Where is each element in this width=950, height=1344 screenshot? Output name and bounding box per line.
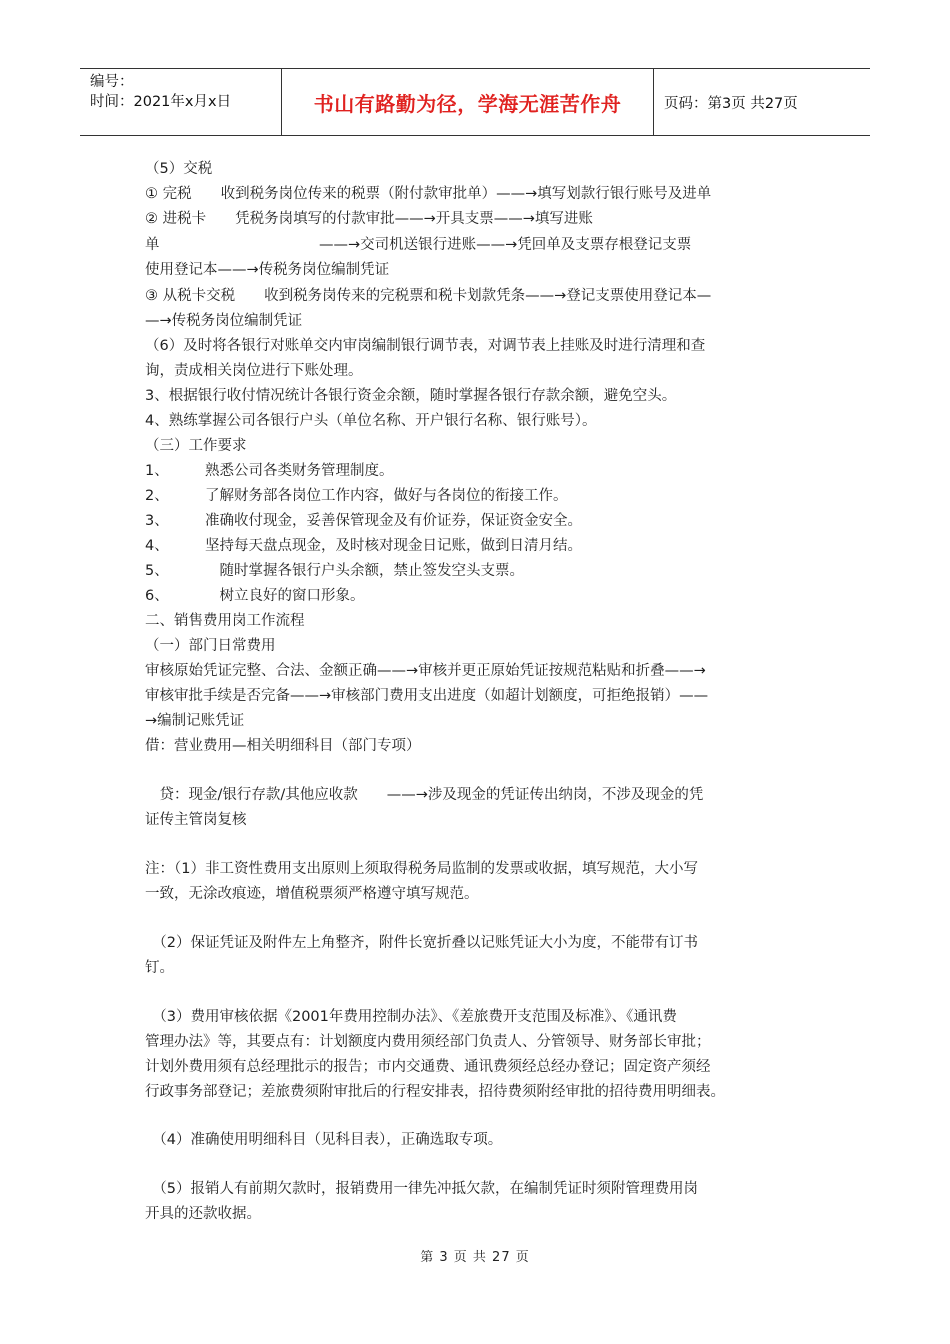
text-line: 二、销售费用岗工作流程 <box>145 613 305 629</box>
text-line: 使用登记本——→传税务岗位编制凭证 <box>145 262 390 278</box>
text-line: （4）准确使用明细科目（见科目表），正确选取专项。 <box>145 1132 503 1148</box>
page-footer: 第 3 页 共 27 页 <box>420 1250 530 1265</box>
text-line: 1、 熟悉公司各类财务管理制度。 <box>145 463 394 479</box>
text-line: ① 完税 收到税务岗位传来的税票（附付款审批单）——→填写划款行银行账号及进单 <box>145 186 712 202</box>
code-label: 编号： <box>90 74 134 90</box>
text-line: （5）报销人有前期欠款时，报销费用一律先冲抵欠款，在编制凭证时须附管理费用岗 <box>145 1181 698 1197</box>
text-line: 3、 准确收付现金，妥善保管现金及有价证券，保证资金安全。 <box>145 513 582 529</box>
text-line: ② 进税卡 凭税务岗填写的付款审批——→开具支票——→填写进账 <box>145 211 593 227</box>
text-line: 4、 坚持每天盘点现金，及时核对现金日记账，做到日清月结。 <box>145 538 582 554</box>
text-line: 单 ——→交司机送银行进账——→凭回单及支票存根登记支票 <box>145 237 692 253</box>
text-line: 3、根据银行收付情况统计各银行资金余额，随时掌握各银行存款余额，避免空头。 <box>145 388 677 404</box>
text-line: →编制记账凭证 <box>145 713 245 729</box>
text-line: 计划外费用须有总经理批示的报告；市内交通费、通讯费须经总经办登记；固定资产须经 <box>145 1059 711 1075</box>
header-motto: 书山有路勤为径，学海无涯苦作舟 <box>282 69 654 135</box>
text-line: 钉。 <box>145 960 174 976</box>
text-line: 4、熟练掌握公司各银行户头（单位名称、开户银行名称、银行账号）。 <box>145 413 597 429</box>
text-line: 审核审批手续是否完备——→审核部门费用支出进度（如超计划额度，可拒绝报销）—— <box>145 688 709 704</box>
date-line: 时间：2021年x月x日 <box>90 94 232 110</box>
page-header <box>80 68 870 136</box>
text-line: 2、 了解财务部各岗位工作内容，做好与各岗位的衔接工作。 <box>145 488 568 504</box>
text-line: （三）工作要求 <box>145 438 247 454</box>
text-line: ③ 从税卡交税 收到税务岗传来的完税票和税卡划款凭条——→登记支票使用登记本— <box>145 288 712 304</box>
text-line: 开具的还款收据。 <box>145 1206 261 1222</box>
text-line: （2）保证凭证及附件左上角整齐，附件长宽折叠以记账凭证大小为度，不能带有订书 <box>145 935 698 951</box>
text-line: 一致，无涂改痕迹，增值税票须严格遵守填写规范。 <box>145 886 479 902</box>
text-line: （5）交税 <box>145 161 213 177</box>
text-line: 询，责成相关岗位进行下账处理。 <box>145 363 363 379</box>
text-line: 注：（1）非工资性费用支出原则上须取得税务局监制的发票或收据，填写规范，大小写 <box>145 861 698 877</box>
text-line: 行政事务部登记；差旅费须附审批后的行程安排表，招待费须附经审批的招待费用明细表。 <box>145 1084 725 1100</box>
header-meta <box>80 69 282 135</box>
text-line: —→传税务岗位编制凭证 <box>145 313 303 329</box>
header-page-info: 页码：第3页 共27页 <box>664 95 798 112</box>
text-line: 管理办法》等，其要点有：计划额度内费用须经部门负责人、分管领导、财务部长审批； <box>145 1034 711 1050</box>
text-line: 贷：现金/银行存款/其他应收款 ——→涉及现金的凭证传出纳岗，不涉及现金的凭 <box>145 787 704 803</box>
text-line: （3）费用审核依据《2001年费用控制办法》、《差旅费开支范围及标准》、《通讯费 <box>145 1009 677 1025</box>
document-body <box>145 158 815 1222</box>
text-line: （6）及时将各银行对账单交内审岗编制银行调节表，对调节表上挂账及时进行清理和查 <box>145 338 706 354</box>
text-line: 借：营业费用—相关明细科目（部门专项） <box>145 738 421 754</box>
text-line: 审核原始凭证完整、合法、金额正确——→审核并更正原始凭证按规范粘贴和折叠——→ <box>145 663 706 679</box>
text-line: （一）部门日常费用 <box>145 638 276 654</box>
text-line: 5、 随时掌握各银行户头余额，禁止签发空头支票。 <box>145 563 524 579</box>
text-line: 6、 树立良好的窗口形象。 <box>145 588 365 604</box>
text-line: 证传主管岗复核 <box>145 812 247 828</box>
